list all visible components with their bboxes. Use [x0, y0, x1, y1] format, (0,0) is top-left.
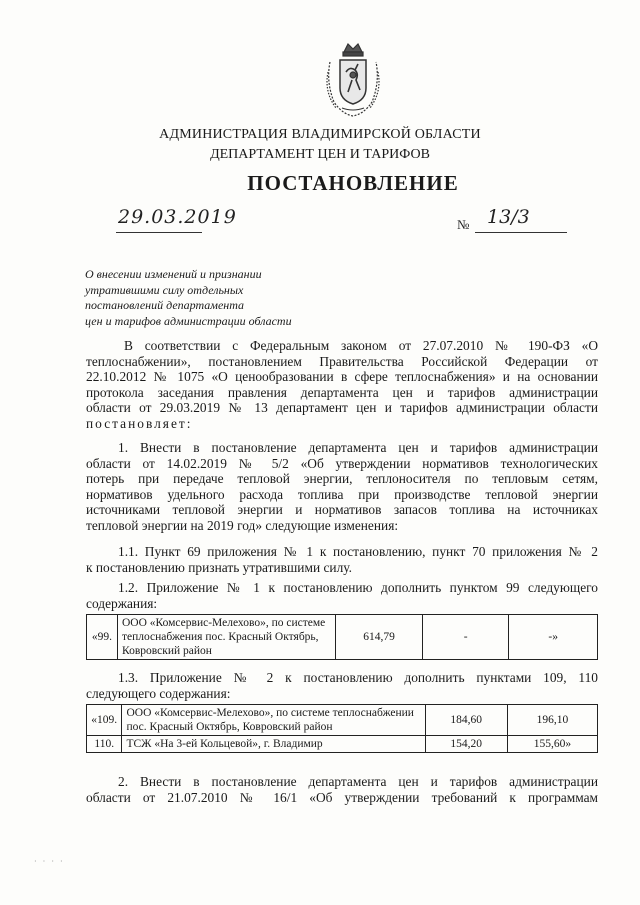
item-1-line: нормативов удельного расхода топлива при производстве тепловой энергии: [86, 486, 598, 502]
subject-line: утратившими силу отдельных: [85, 282, 244, 297]
scan-artifact-dots: · · · ·: [34, 857, 65, 866]
table-row: [87, 736, 598, 753]
item-1-2-line: 1.2. Приложение № 1 к постановлению дополнить пунктом 99 следующего: [118, 580, 598, 595]
value-cell: 154,20: [425, 736, 507, 753]
coat-of-arms-emblem: [322, 42, 384, 118]
item-1-1-paragraph: [86, 544, 598, 575]
number-underline: [475, 232, 567, 233]
item-1-3-line: 1.3. Приложение № 2 к постановлению дополнить пунктами 109, 110: [118, 670, 598, 685]
item-1-2-paragraph: [86, 580, 598, 611]
organization-cell: ТСЖ «На 3-ей Кольцевой», г. Владимир: [122, 736, 425, 753]
row-number: «99.: [87, 615, 118, 660]
item-1-1-line: 1.1. Пункт 69 приложения № 1 к постановлению, пункт 70 приложения № 2: [118, 544, 598, 559]
item-2-line: области от 21.07.2010 № 16/1 «Об утверждении требований к программам: [86, 789, 598, 805]
preamble-line: В соответствии с Федеральным законом от 27.07.2010 № 190-ФЗ «О: [124, 338, 598, 353]
preamble-line: области от 29.03.2019 № 13 департамент цен и тарифов администрации области: [86, 400, 598, 415]
dash-cell: -: [422, 615, 509, 660]
table-row: [87, 615, 598, 660]
item-1-line: потерь при передаче тепловой энергии, теплоносителя по тепловым сетям,: [86, 471, 598, 486]
item-1-line: источниками тепловой энергии и нормативов запасов топлива на источниках: [86, 502, 598, 517]
preamble-line: 22.10.2012 № 1075 «О ценообразовании в сфере теплоснабжения» и на основании: [86, 369, 598, 384]
appendix-1-table: [86, 614, 598, 660]
end-cell: -»: [509, 615, 598, 660]
item-1-2-line: содержания:: [86, 595, 158, 611]
item-1-line: 1. Внести в постановление департамента цен и тарифов администрации: [118, 440, 598, 455]
document-type-title: ПОСТАНОВЛЕНИЕ: [247, 171, 459, 195]
appendix-2-table: [86, 704, 598, 753]
item-1-line: тепловой энергии на 2019 год» следующие изменения:: [86, 517, 399, 533]
decree-word: постановляет:: [86, 415, 193, 431]
item-2-line: 2. Внести в постановление департамента цен и тарифов администрации: [118, 774, 598, 789]
department-name: ДЕПАРТАМЕНТ ЦЕН И ТАРИФОВ: [210, 147, 430, 162]
row-number: 110.: [87, 736, 122, 753]
item-1-line: области от 14.02.2019 № 5/2 «Об утверждении нормативов технологических: [86, 455, 598, 471]
subject-line: цен и тарифов администрации области: [85, 313, 292, 328]
preamble-paragraph: [86, 338, 598, 431]
item-1-paragraph: [86, 440, 598, 533]
preamble-line: протокола заседания правления департамента цен и тарифов администрации: [86, 384, 598, 400]
item-1-1-line: к постановлению признать утратившими силу.: [86, 559, 352, 575]
document-date: 29.03.2019: [118, 206, 237, 228]
value-cell: 184,60: [425, 705, 507, 736]
document-subject: [85, 267, 325, 329]
item-2-paragraph: [86, 774, 598, 805]
preamble-line: теплоснабжении», постановлением Правительства Российской Федерации от: [86, 353, 598, 369]
organization-name: АДМИНИСТРАЦИЯ ВЛАДИМИРСКОЙ ОБЛАСТИ: [159, 127, 481, 142]
value-cell: 196,10: [507, 705, 597, 736]
date-underline: [116, 232, 202, 233]
organization-cell: ООО «Комсервис-Мелехово», по системе теплоснабжения пос. Красный Октябрь, Ковровский район: [117, 615, 335, 660]
value-cell: 155,60»: [507, 736, 597, 753]
document-number: 13/3: [487, 206, 530, 228]
item-1-3-paragraph: [86, 670, 598, 701]
table-row: [87, 705, 598, 736]
subject-line: постановлений департамента: [85, 298, 245, 312]
item-1-3-line: следующего содержания:: [86, 685, 231, 701]
value-cell: 614,79: [336, 615, 423, 660]
row-number: «109.: [87, 705, 122, 736]
organization-cell: ООО «Комсервис-Мелехово», по системе теплоснабжении пос. Красный Октябрь, Ковровский район: [122, 705, 425, 736]
subject-line: О внесении изменений и признании: [85, 267, 262, 281]
number-label: №: [457, 217, 470, 232]
